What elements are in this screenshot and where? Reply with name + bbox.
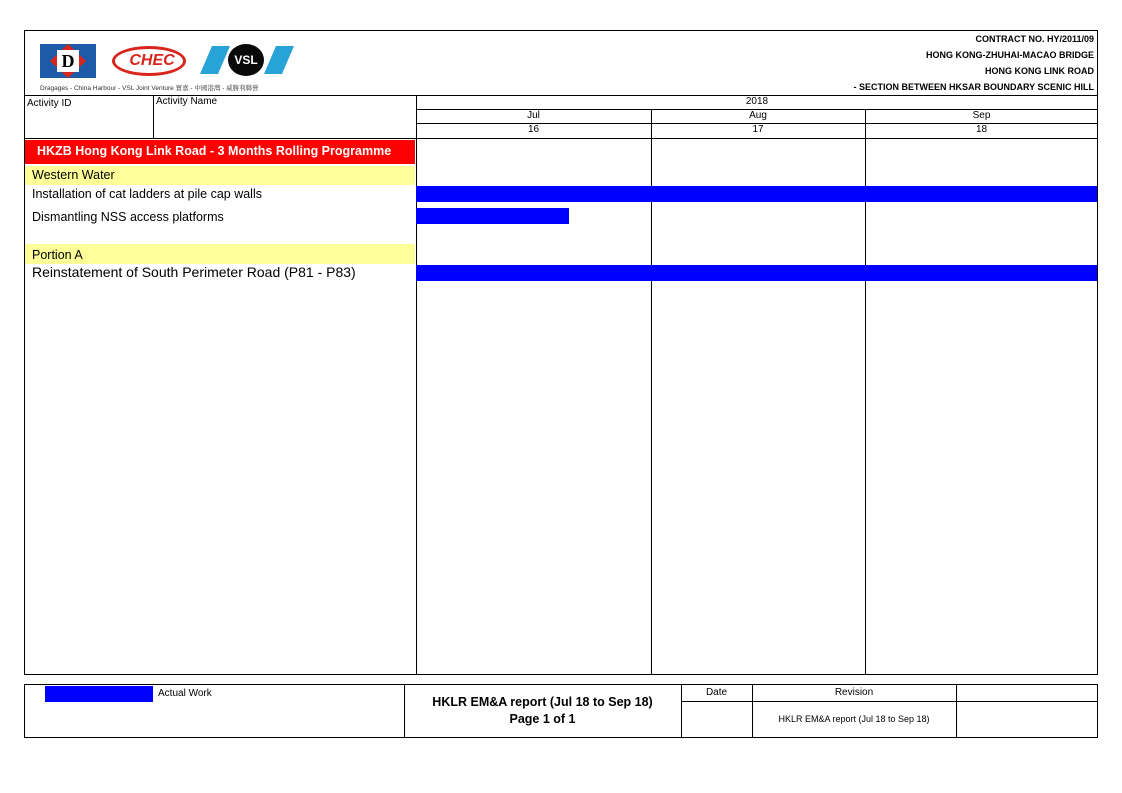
page-number: Page 1 of 1	[509, 712, 576, 726]
activity-reinstatement: Reinstatement of South Perimeter Road (P81 - P83)	[32, 264, 356, 280]
col-activity-id: Activity ID	[27, 98, 72, 109]
jv-caption: Dragages - China Harbour - VSL Joint Venture 寶嘉 - 中國港灣 - 威勝利聯營	[40, 85, 259, 92]
legend-actual-work-label: Actual Work	[158, 688, 212, 699]
section-western-water-label: Western Water	[32, 168, 115, 182]
month-aug: Aug	[749, 110, 767, 121]
logo-chec-text: CHEC	[129, 52, 175, 69]
legend-actual-work-swatch	[45, 686, 153, 702]
section-portion-a-label: Portion A	[32, 248, 83, 262]
activity-cat-ladders: Installation of cat ladders at pile cap walls	[32, 187, 262, 201]
report-title: HKLR EM&A report (Jul 18 to Sep 18)	[432, 695, 653, 709]
month-number-jul: 16	[527, 124, 540, 135]
bar-reinstatement	[416, 265, 1097, 281]
name-chart-divider	[416, 95, 417, 675]
month-jul: Jul	[527, 110, 540, 121]
logo-vsl-stripe-right	[264, 46, 294, 74]
header-line-4: - SECTION BETWEEN HKSAR BOUNDARY SCENIC HILL	[853, 82, 1094, 92]
footer-div-1	[404, 684, 405, 738]
id-name-divider	[153, 95, 154, 138]
header-line-2: HONG KONG-ZHUHAI-MACAO BRIDGE	[926, 50, 1094, 60]
footer-revision-value: HKLR EM&A report (Jul 18 to Sep 18)	[778, 714, 930, 724]
programme-title-text: HKZB Hong Kong Link Road - 3 Months Rolling Programme	[37, 144, 392, 158]
month-number-aug: 17	[752, 124, 764, 135]
month-number-sep: 18	[975, 124, 988, 135]
bar-dismantling-nss	[416, 208, 569, 224]
bar-cat-ladders	[416, 186, 1097, 202]
header-line-3: HONG KONG LINK ROAD	[985, 66, 1094, 76]
programme-title	[25, 140, 415, 164]
footer-div-4	[956, 684, 957, 738]
year-label: 2018	[745, 96, 769, 107]
contract-number: CONTRACT NO. HY/2011/09	[975, 34, 1094, 44]
month-sep: Sep	[972, 110, 991, 121]
col-activity-name: Activity Name	[156, 96, 218, 107]
footer-date-header: Date	[705, 687, 728, 698]
logo-vsl-circle: VSL	[228, 44, 264, 76]
footer-mid-line	[681, 701, 1098, 702]
activity-dismantling-nss: Dismantling NSS access platforms	[32, 210, 224, 224]
logo-dragages	[40, 44, 96, 78]
logo-vsl-stripe-left	[200, 46, 230, 74]
logo-dragages-letter: D	[57, 50, 79, 72]
logo-vsl	[200, 44, 296, 76]
header-bottom-line	[24, 138, 1098, 139]
logo-chec	[112, 46, 186, 76]
section-portion-a	[25, 244, 415, 264]
footer-revision-header: Revision	[834, 687, 874, 698]
